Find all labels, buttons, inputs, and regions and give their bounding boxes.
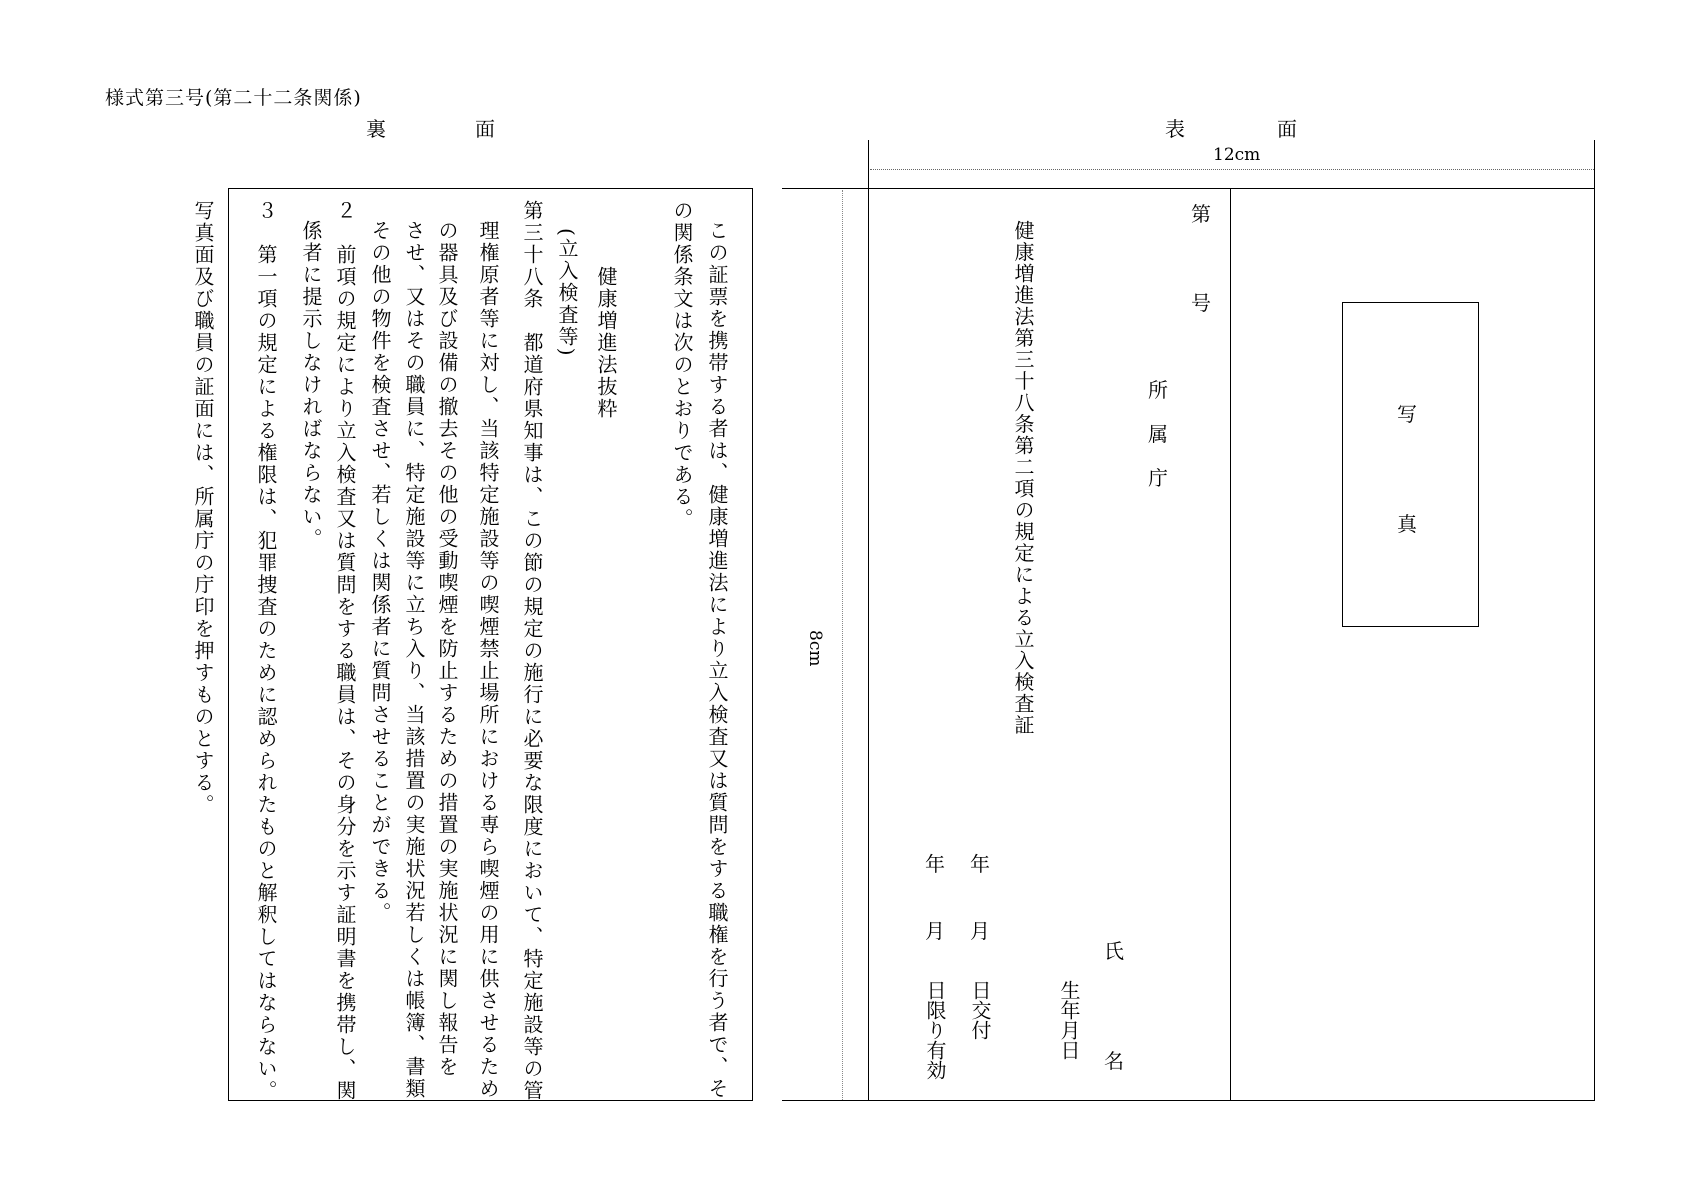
back-column-7: の器具及び設備の撤去その他の受動喫煙を防止するための措置の実施状況に関し報告を	[435, 220, 459, 1078]
back-outside-note: 写真面及び職員の証面には、所属庁の庁印を押すものとする。	[191, 200, 215, 816]
dept-char-1: 所	[1148, 378, 1168, 402]
front-card-bottom-border	[868, 1100, 1595, 1101]
photo-frame	[1342, 302, 1479, 627]
height-label: 8cm	[805, 630, 825, 667]
width-label: 12cm	[1213, 145, 1261, 165]
front-card-right-border	[1594, 188, 1595, 1101]
dept-char-3: 庁	[1148, 466, 1168, 490]
height-dimension-tick-bottom	[782, 1100, 868, 1101]
back-header-men: 面	[475, 117, 495, 141]
width-dimension-tick-left	[868, 140, 869, 188]
height-dimension-tick-top	[782, 188, 868, 189]
front-card-divider	[1230, 188, 1231, 1101]
back-column-subheading: (立入検査等)	[555, 228, 579, 358]
photo-label-2: 真	[1397, 512, 1417, 536]
width-dimension-tick-right	[1594, 140, 1595, 188]
birthdate-label: 生年月日	[1057, 980, 1081, 1060]
issue-nen: 年	[970, 852, 990, 876]
front-card-left-border	[868, 188, 869, 1101]
back-column-2: の関係条文は次のとおりである。	[670, 200, 694, 530]
back-column-11: 係者に提示しなければならない。	[299, 220, 323, 550]
height-dimension-line	[842, 190, 843, 1100]
form-title: 様式第三号(第二十二条関係)	[105, 87, 362, 109]
width-dimension-line	[870, 169, 1594, 170]
photo-label-1: 写	[1397, 402, 1417, 426]
number-go: 号	[1191, 291, 1211, 315]
back-column-heading: 健康増進法抜粋	[594, 266, 618, 420]
back-column-1: この証票を携帯する者は、健康増進法により立入検査又は質問をする職権を行う者で、そ	[705, 220, 729, 1100]
issue-day: 日交付	[968, 980, 992, 1040]
back-column-9: その他の物件を検査させ、若しくは関係者に質問させることができる。	[368, 220, 392, 924]
number-dai: 第	[1191, 202, 1211, 226]
valid-day: 日限り有効	[923, 980, 947, 1080]
back-column-12: ３ 第一項の規定による権限は、犯罪捜査のために認められたものと解釈してはならない。	[254, 200, 278, 1102]
issue-tsuki: 月	[970, 919, 990, 943]
valid-nen: 年	[925, 852, 945, 876]
back-header-ura: 裏	[366, 117, 386, 141]
dept-char-2: 属	[1148, 422, 1168, 446]
back-column-10: ２ 前項の規定により立入検査又は質問をする職員は、その身分を示す証明書を携帯し、関	[333, 200, 357, 1102]
back-column-6: 理権原者等に対し、当該特定施設等の喫煙禁止場所における専ら喫煙の用に供させるため	[476, 220, 500, 1100]
back-column-5: 第三十八条 都道府県知事は、この節の規定の施行に必要な限度において、特定施設等の管	[520, 200, 544, 1102]
front-card-top-border	[868, 188, 1595, 189]
certificate-title: 健康増進法第三十八条第二項の規定による立入検査証	[1011, 220, 1035, 736]
name-shi: 氏	[1104, 939, 1124, 963]
back-column-8: させ、又はその職員に、特定施設等に立ち入り、当該措置の実施状況若しくは帳簿、書類	[402, 220, 426, 1100]
front-header-men: 面	[1277, 117, 1297, 141]
valid-tsuki: 月	[925, 919, 945, 943]
name-mei: 名	[1104, 1049, 1124, 1073]
front-header-omote: 表	[1165, 117, 1185, 141]
